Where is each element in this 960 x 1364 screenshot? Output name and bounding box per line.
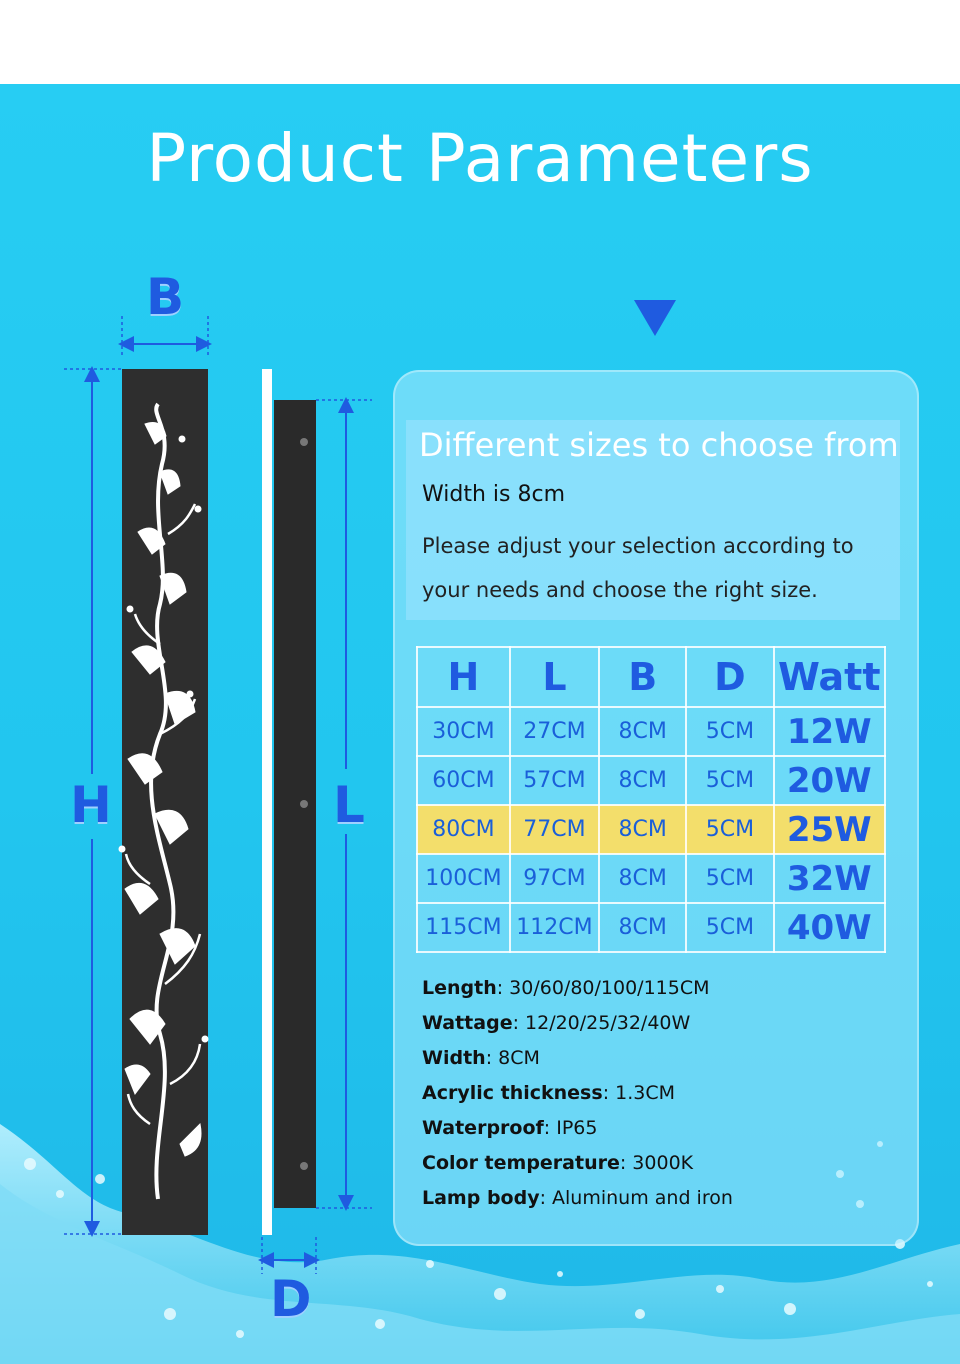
down-triangle-icon (634, 300, 676, 336)
cell-l: 112CM (510, 903, 599, 952)
size-table (416, 646, 886, 953)
cell-d: 5CM (686, 805, 773, 854)
size-info-subheading: Width is 8cm (422, 482, 565, 507)
table-row-highlighted (417, 805, 885, 854)
cell-d: 5CM (686, 903, 773, 952)
table-row (417, 707, 885, 756)
spec-length: Length: 30/60/80/100/115CM (422, 977, 710, 999)
header-h: H (417, 647, 510, 707)
size-table-header (417, 647, 885, 707)
cell-h: 80CM (417, 805, 510, 854)
dimension-label-d: D (270, 1270, 312, 1328)
cell-watt: 12W (774, 707, 886, 756)
cell-h: 100CM (417, 854, 510, 903)
spec-wattage: Wattage: 12/20/25/32/40W (422, 1012, 691, 1034)
cell-watt: 25W (774, 805, 886, 854)
cell-h: 30CM (417, 707, 510, 756)
banner (0, 84, 960, 1364)
spec-waterproof: Waterproof: IP65 (422, 1117, 598, 1139)
spec-lamp-body: Lamp body: Aluminum and iron (422, 1187, 733, 1209)
cell-b: 8CM (599, 756, 686, 805)
cell-d: 5CM (686, 756, 773, 805)
header-l: L (510, 647, 599, 707)
cell-l: 77CM (510, 805, 599, 854)
cell-watt: 40W (774, 903, 886, 952)
lamp-front-body (122, 369, 208, 1235)
spec-list (422, 977, 733, 1222)
cell-b: 8CM (599, 854, 686, 903)
cell-watt: 32W (774, 854, 886, 903)
cell-d: 5CM (686, 854, 773, 903)
size-info-heading: Different sizes to choose from (419, 426, 899, 464)
cell-l: 27CM (510, 707, 599, 756)
dimension-label-b: B (146, 268, 185, 326)
cell-h: 60CM (417, 756, 510, 805)
spec-width: Width: 8CM (422, 1047, 540, 1069)
header-b: B (599, 647, 686, 707)
cell-b: 8CM (599, 707, 686, 756)
cell-b: 8CM (599, 805, 686, 854)
cell-d: 5CM (686, 707, 773, 756)
table-row (417, 756, 885, 805)
lamp-side-body (274, 400, 316, 1208)
cell-l: 97CM (510, 854, 599, 903)
cell-watt: 20W (774, 756, 886, 805)
lamp-acrylic-edge (262, 369, 272, 1235)
cell-h: 115CM (417, 903, 510, 952)
cell-l: 57CM (510, 756, 599, 805)
header-d: D (686, 647, 773, 707)
spec-color-temperature: Color temperature: 3000K (422, 1152, 694, 1174)
header-watt: Watt (774, 647, 886, 707)
cell-b: 8CM (599, 903, 686, 952)
table-row (417, 903, 885, 952)
table-row (417, 854, 885, 903)
size-info-description: Please adjust your selection according to your needs and choose the right size. (422, 534, 854, 602)
dimension-label-h: H (70, 776, 112, 834)
spec-acrylic-thickness: Acrylic thickness: 1.3CM (422, 1082, 676, 1104)
page-title: Product Parameters (146, 120, 814, 197)
dimension-label-l: L (333, 776, 365, 834)
